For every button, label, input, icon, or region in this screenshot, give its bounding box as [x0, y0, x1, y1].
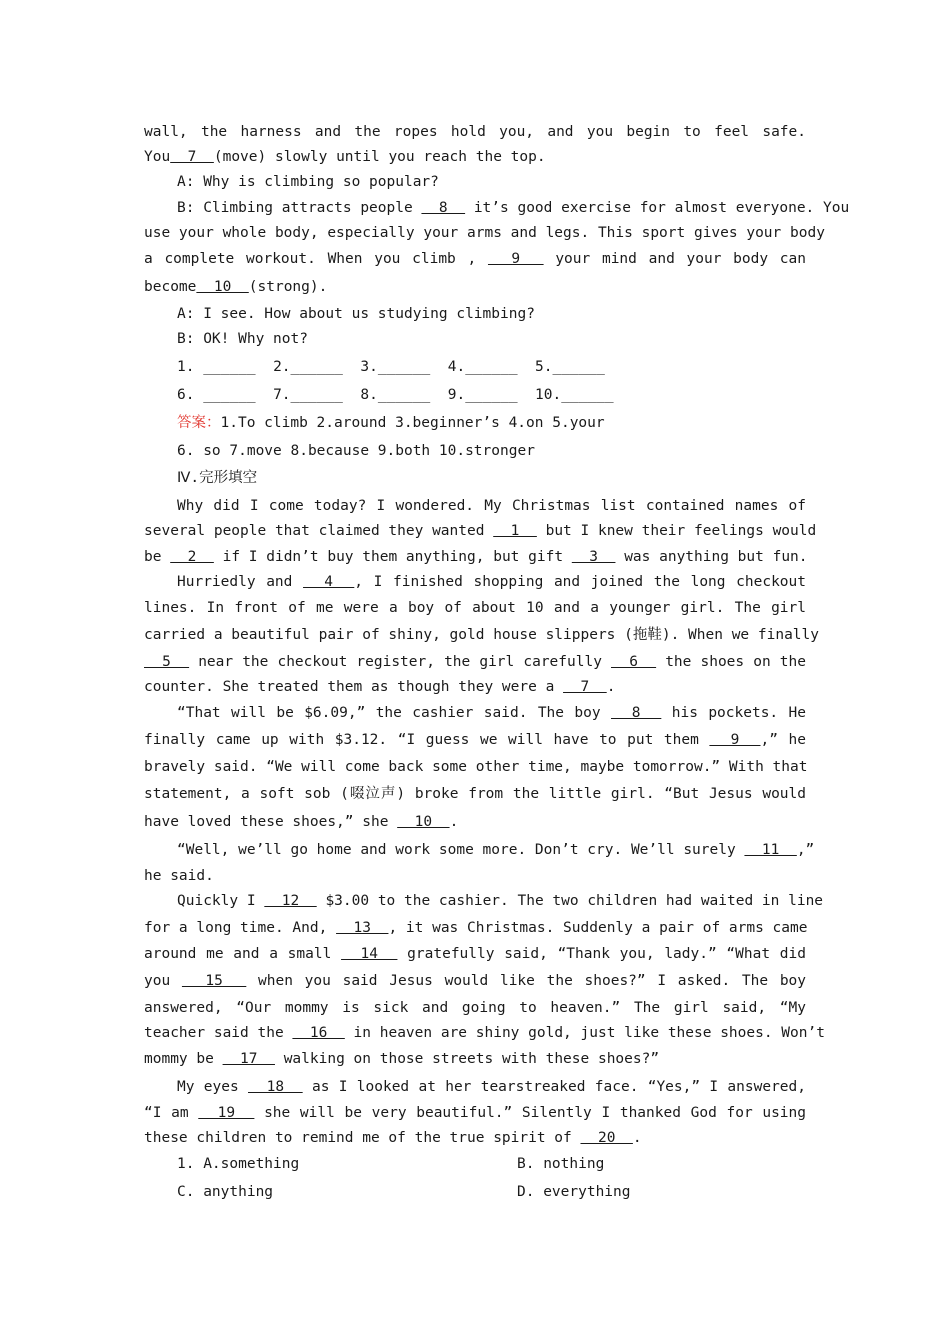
- cloze-line: “I am 19 she will be very beautiful.” Silently I thanked God for using: [144, 1105, 806, 1121]
- passage-line: use your whole body, especially your arms and legs. This sport gives your body: [144, 225, 825, 241]
- cloze-line: My eyes 18 as I looked at her tearstreaked face. “Yes,” I answered,: [177, 1079, 806, 1095]
- cloze-blank-19: 19: [198, 1105, 255, 1121]
- cloze-line: have loved these shoes,” she 10 .: [144, 814, 459, 830]
- blank-10: 10: [196, 279, 249, 295]
- passage-line: a complete workout. When you climb , 9 your mind and your body can: [144, 251, 806, 267]
- cloze-blank-17: 17: [222, 1051, 275, 1067]
- cloze-blank-2: 2: [170, 549, 214, 565]
- passage-line: become 10 (strong).: [144, 279, 328, 295]
- cloze-line: mommy be 17 walking on those streets with these shoes?”: [144, 1051, 660, 1067]
- cloze-blank-11: 11: [744, 842, 797, 858]
- dialogue-line: A: I see. How about us studying climbing?: [177, 306, 535, 322]
- answer-label: 答案：: [177, 415, 221, 431]
- cloze-blank-9: 9: [709, 732, 761, 748]
- dialogue-line: B: Climbing attracts people 8 it’s good exercise for almost everyone. You: [177, 200, 850, 216]
- answer-blanks-row: 1. ______ 2.______ 3.______ 4.______ 5.______: [177, 359, 605, 375]
- cloze-line: for a long time. And, 13 , it was Christmas. Suddenly a pair of arms came: [144, 920, 808, 936]
- option-1c: C. anything: [177, 1184, 274, 1200]
- option-1b: B. nothing: [517, 1156, 605, 1172]
- blank-7: 7: [170, 149, 214, 165]
- cloze-blank-16: 16: [292, 1025, 345, 1041]
- cloze-line: counter. She treated them as though they were a 7 .: [144, 679, 616, 695]
- cloze-line: “That will be $6.09,” the cashier said. The boy 8 his pockets. He: [177, 705, 807, 721]
- cloze-line: be 2 if I didn’t buy them anything, but gift 3 was anything but fun.: [144, 549, 808, 565]
- cloze-blank-13: 13: [336, 920, 389, 936]
- cloze-line: around me and a small 14 gratefully said, “Thank you, lady.” “What did: [144, 946, 806, 962]
- cloze-line: lines. In front of me were a boy of about 10 and a younger girl. The girl: [144, 600, 806, 616]
- cloze-blank-12: 12: [264, 893, 317, 909]
- cloze-blank-3: 3: [571, 549, 616, 565]
- cloze-line: several people that claimed they wanted 1 but I knew their feelings would: [144, 523, 817, 539]
- passage-line: You 7 (move) slowly until you reach the top.: [144, 149, 546, 165]
- cloze-line: Quickly I 12 $3.00 to the cashier. The two children had waited in line: [177, 893, 824, 909]
- cloze-blank-10: 10: [397, 814, 450, 830]
- cloze-line: teacher said the 16 in heaven are shiny gold, just like these shoes. Won’t: [144, 1025, 825, 1041]
- option-1a: 1. A.something: [177, 1156, 300, 1172]
- option-row: [144, 1152, 806, 1176]
- cloze-line: 5 near the checkout register, the girl carefully 6 the shoes on the: [144, 654, 806, 670]
- cloze-line: “Well, we’ll go home and work some more. Don’t cry. We’ll surely 11 ,”: [177, 842, 815, 858]
- cloze-line: these children to remind me of the true spirit of 20 .: [144, 1130, 642, 1146]
- cloze-blank-4: 4: [303, 574, 355, 590]
- option-1d: D. everything: [517, 1184, 631, 1200]
- blank-9: 9: [487, 251, 544, 267]
- cloze-line: carried a beautiful pair of shiny, gold house slippers (拖鞋). When we finally: [144, 627, 820, 643]
- section-heading: Ⅳ.完形填空: [177, 470, 258, 486]
- cloze-blank-7: 7: [563, 679, 607, 695]
- cloze-blank-6: 6: [611, 654, 657, 670]
- cloze-blank-20: 20: [580, 1130, 633, 1146]
- cloze-blank-8: 8: [611, 705, 662, 721]
- blank-8: 8: [421, 200, 466, 216]
- cloze-blank-5: 5: [144, 654, 190, 670]
- answer-blanks-row: 6. ______ 7.______ 8.______ 9.______ 10.______: [177, 387, 614, 403]
- passage-line: wall, the harness and the ropes hold you, and you begin to feel safe.: [144, 124, 806, 140]
- cloze-line: Hurriedly and 4 , I finished shopping and joined the long checkout: [177, 574, 806, 590]
- answer-key: 答案：1.To climb 2.around 3.beginner’s 4.on 5.your: [177, 415, 605, 431]
- cloze-line: answered, “Our mommy is sick and going to heaven.” The girl said, “My: [144, 1000, 806, 1016]
- cloze-line: you 15 when you said Jesus would like the shoes?” I asked. The boy: [144, 973, 807, 989]
- cloze-blank-1: 1: [493, 523, 537, 539]
- option-row: [144, 1180, 806, 1204]
- cloze-line: he said.: [144, 868, 214, 884]
- cloze-blank-18: 18: [248, 1079, 303, 1095]
- cloze-line: finally came up with $3.12. “I guess we will have to put them 9 ,” he: [144, 732, 807, 748]
- answer-key: 6. so 7.move 8.because 9.both 10.stronger: [177, 443, 535, 459]
- cloze-line: Why did I come today? I wondered. My Christmas list contained names of: [177, 498, 806, 514]
- cloze-blank-15: 15: [181, 973, 247, 989]
- cloze-line: statement, a soft sob (啜泣声) broke from the little girl. “But Jesus would: [144, 786, 806, 802]
- dialogue-line: B: OK! Why not?: [177, 331, 308, 347]
- cloze-blank-14: 14: [341, 946, 398, 962]
- cloze-line: bravely said. “We will come back some other time, maybe tomorrow.” With that: [144, 759, 808, 775]
- dialogue-line: A: Why is climbing so popular?: [177, 174, 439, 190]
